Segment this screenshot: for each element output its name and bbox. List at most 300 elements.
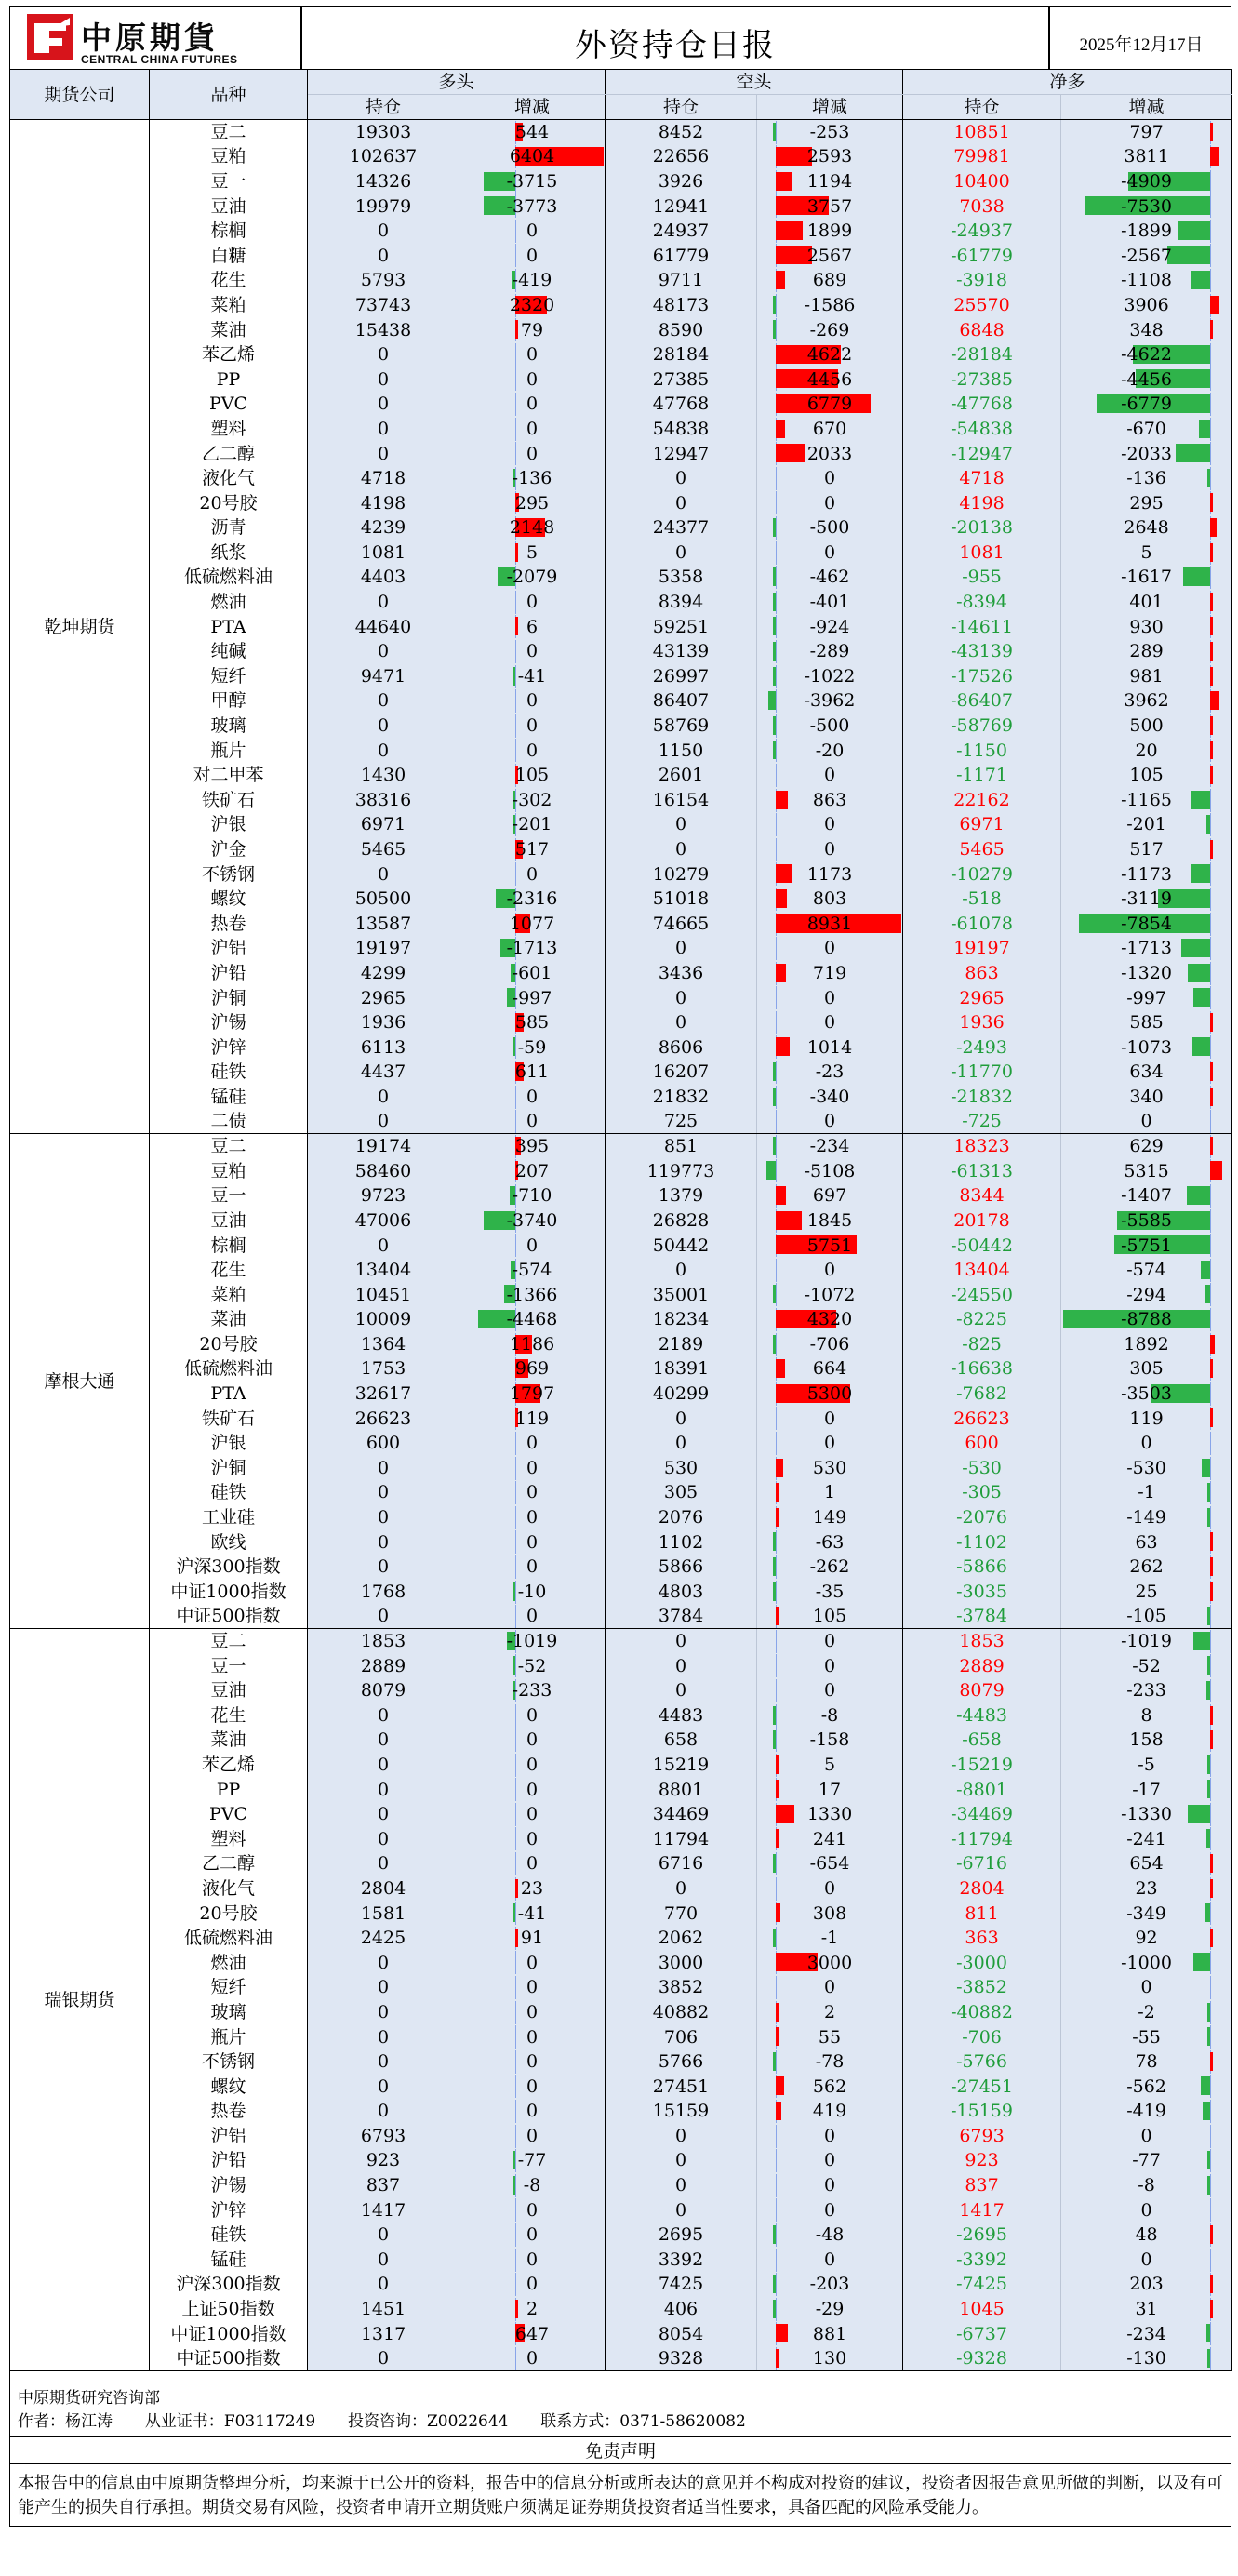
change-value: 0 xyxy=(526,1111,539,1132)
change-cell xyxy=(757,2321,903,2346)
net-position: -8225 xyxy=(903,1307,1061,1332)
short-position: 3392 xyxy=(606,2248,757,2273)
change-cell xyxy=(459,2272,606,2297)
change-value: -48 xyxy=(815,2224,845,2246)
net-position: -27451 xyxy=(903,2074,1061,2099)
increase-bar xyxy=(776,1829,779,1848)
change-cell xyxy=(1061,144,1232,169)
change-cell xyxy=(1061,268,1232,293)
change-value: -710 xyxy=(512,1185,552,1207)
change-value: 0 xyxy=(823,2175,836,2196)
short-position: 58769 xyxy=(606,714,757,739)
change-cell xyxy=(1061,1505,1232,1530)
increase-bar xyxy=(1210,642,1213,661)
change-value: -1072 xyxy=(804,1284,856,1305)
change-value: -2 xyxy=(1138,2001,1155,2022)
change-value: -5 xyxy=(1138,1754,1155,1775)
change-value: -2079 xyxy=(506,567,558,588)
change-value: -349 xyxy=(1126,1902,1166,1924)
variety-name: 20号胶 xyxy=(150,1332,308,1357)
table-row xyxy=(10,1183,1232,1208)
net-position: -8801 xyxy=(903,1777,1061,1802)
short-position: 0 xyxy=(606,2197,757,2222)
long-position: 4437 xyxy=(308,1060,459,1085)
change-cell xyxy=(1061,1258,1232,1283)
bar-zero-line xyxy=(1210,1803,1211,1826)
decrease-bar xyxy=(513,1582,515,1601)
short-position: 1102 xyxy=(606,1529,757,1555)
net-position: -2076 xyxy=(903,1505,1061,1530)
change-cell xyxy=(1061,1158,1232,1183)
change-cell xyxy=(459,688,606,714)
bar-zero-line xyxy=(776,813,777,836)
bar-zero-line xyxy=(776,1110,777,1133)
table-row xyxy=(10,763,1232,788)
short-position: 305 xyxy=(606,1480,757,1505)
report-header xyxy=(9,6,1231,69)
increase-bar xyxy=(776,1508,779,1527)
change-cell xyxy=(1061,1851,1232,1876)
bar-zero-line xyxy=(776,1654,777,1677)
short-position: 119773 xyxy=(606,1158,757,1183)
change-cell xyxy=(757,1826,903,1851)
change-value: 5315 xyxy=(1124,1160,1169,1181)
variety-name: 沪铝 xyxy=(150,936,308,961)
bar-zero-line xyxy=(776,665,777,688)
short-position: 0 xyxy=(606,1010,757,1035)
variety-name: 短纤 xyxy=(150,1975,308,2000)
table-row xyxy=(10,788,1232,813)
bar-zero-line xyxy=(776,838,777,861)
bar-zero-line xyxy=(776,1927,777,1950)
header-row-groups xyxy=(10,70,1232,95)
change-value: 0 xyxy=(526,641,539,662)
short-position: 0 xyxy=(606,2148,757,2173)
increase-bar xyxy=(1210,617,1213,635)
short-position: 28184 xyxy=(606,342,757,367)
bar-zero-line xyxy=(1210,194,1211,218)
change-value: -340 xyxy=(809,1086,850,1107)
change-cell xyxy=(757,688,903,714)
change-cell xyxy=(757,441,903,466)
variety-name: 豆油 xyxy=(150,194,308,219)
change-value: 295 xyxy=(1129,492,1164,514)
change-value: 91 xyxy=(520,1928,544,1949)
change-cell xyxy=(757,788,903,813)
short-position: 2076 xyxy=(606,1505,757,1530)
variety-name: 中证1000指数 xyxy=(150,2321,308,2346)
bar-zero-line xyxy=(776,516,777,540)
variety-name: 中证500指数 xyxy=(150,2346,308,2371)
change-value: 803 xyxy=(812,888,847,910)
table-row xyxy=(10,639,1232,664)
change-cell xyxy=(1061,1975,1232,2000)
short-position: 770 xyxy=(606,1901,757,1926)
table-row xyxy=(10,1406,1232,1431)
net-position: -3035 xyxy=(903,1580,1061,1605)
disclaimer-title: 免责声明 xyxy=(9,2436,1231,2464)
change-cell xyxy=(1061,1356,1232,1381)
change-value: 544 xyxy=(514,122,550,143)
bar-zero-line xyxy=(515,1035,516,1059)
change-cell xyxy=(1061,2049,1232,2075)
change-value: 0 xyxy=(526,220,539,242)
net-position: 13404 xyxy=(903,1258,1061,1283)
change-value: 5 xyxy=(526,541,539,563)
change-value: 517 xyxy=(1129,839,1164,861)
author-name: 杨江涛 xyxy=(65,2412,113,2431)
long-position: 1768 xyxy=(308,1580,459,1605)
bar-zero-line xyxy=(515,1581,516,1604)
bar-zero-line xyxy=(1210,566,1211,589)
change-value: 0 xyxy=(1140,2199,1152,2221)
change-cell xyxy=(757,194,903,219)
change-value: -7854 xyxy=(1121,913,1172,934)
net-position: -34469 xyxy=(903,1802,1061,1827)
net-position: 2804 xyxy=(903,1876,1061,1902)
decrease-bar xyxy=(1201,1261,1210,1279)
table-row xyxy=(10,219,1232,244)
long-position: 0 xyxy=(308,1753,459,1778)
bar-zero-line xyxy=(515,714,516,738)
short-position: 530 xyxy=(606,1456,757,1481)
decrease-bar xyxy=(1191,271,1210,289)
change-cell xyxy=(757,1876,903,1902)
change-value: 0 xyxy=(1140,2125,1152,2146)
net-position: 837 xyxy=(903,2173,1061,2198)
increase-bar xyxy=(1210,1062,1213,1081)
variety-name: 燃油 xyxy=(150,590,308,615)
long-position: 0 xyxy=(308,1233,459,1258)
positions-table xyxy=(9,69,1232,2371)
change-value: 5 xyxy=(823,1754,836,1775)
long-position: 0 xyxy=(308,639,459,664)
change-cell xyxy=(757,1282,903,1307)
change-value: 0 xyxy=(823,1260,836,1281)
decrease-bar xyxy=(1183,567,1210,586)
short-position: 8590 xyxy=(606,317,757,342)
change-value: 863 xyxy=(812,789,847,810)
long-position: 0 xyxy=(308,1826,459,1851)
change-cell xyxy=(1061,367,1232,392)
change-value: 1797 xyxy=(509,1383,555,1405)
change-value: 158 xyxy=(1129,1729,1164,1751)
increase-bar xyxy=(1210,1408,1213,1427)
net-position: 10400 xyxy=(903,169,1061,194)
change-value: 0 xyxy=(823,1408,836,1429)
change-value: 0 xyxy=(1140,1433,1152,1454)
change-value: -105 xyxy=(1126,1606,1166,1627)
bar-zero-line xyxy=(515,244,516,267)
short-position: 7425 xyxy=(606,2272,757,2297)
change-value: 2648 xyxy=(1124,517,1169,539)
table-row xyxy=(10,1158,1232,1183)
table-row xyxy=(10,120,1232,145)
change-cell xyxy=(459,2222,606,2248)
net-position: 6793 xyxy=(903,2124,1061,2149)
variety-name: 热卷 xyxy=(150,912,308,937)
change-cell xyxy=(757,144,903,169)
increase-bar xyxy=(776,1903,780,1922)
change-cell xyxy=(757,2074,903,2099)
change-cell xyxy=(1061,441,1232,466)
change-cell xyxy=(1061,1753,1232,1778)
bar-zero-line xyxy=(1210,1283,1211,1306)
change-value: 0 xyxy=(526,1556,539,1578)
change-cell xyxy=(757,565,903,590)
table-row xyxy=(10,1356,1232,1381)
long-position: 1081 xyxy=(308,541,459,566)
change-cell xyxy=(459,887,606,912)
change-cell xyxy=(1061,2148,1232,2173)
change-cell xyxy=(1061,961,1232,986)
change-cell xyxy=(459,1208,606,1234)
bar-zero-line xyxy=(515,1704,516,1728)
change-value: -997 xyxy=(1126,987,1166,1008)
net-position: -5766 xyxy=(903,2049,1061,2075)
change-cell xyxy=(459,2321,606,2346)
table-row xyxy=(10,837,1232,862)
change-cell xyxy=(459,1406,606,1431)
variety-name: 白糖 xyxy=(150,243,308,268)
change-value: -77 xyxy=(517,2150,547,2171)
long-position: 1936 xyxy=(308,1010,459,1035)
change-cell xyxy=(1061,1134,1232,1159)
change-value: 79 xyxy=(520,319,544,340)
change-value: 149 xyxy=(812,1507,847,1528)
table-row xyxy=(10,2099,1232,2124)
bar-zero-line xyxy=(1210,2025,1211,2049)
short-position: 0 xyxy=(606,1258,757,1283)
increase-bar xyxy=(1210,1854,1213,1873)
net-position: -61779 xyxy=(903,243,1061,268)
change-value: 0 xyxy=(526,1482,539,1503)
change-cell xyxy=(757,763,903,788)
bar-zero-line xyxy=(515,1902,516,1925)
table-row xyxy=(10,2222,1232,2248)
change-value: 0 xyxy=(823,1433,836,1454)
increase-bar xyxy=(776,444,805,462)
net-position: -40882 xyxy=(903,2000,1061,2025)
change-cell xyxy=(757,639,903,664)
change-value: 2 xyxy=(526,2299,539,2320)
bar-zero-line xyxy=(776,2198,777,2222)
variety-name: 沪铅 xyxy=(150,961,308,986)
change-cell xyxy=(459,1431,606,1456)
change-cell xyxy=(459,1728,606,1753)
change-value: 0 xyxy=(526,1754,539,1775)
change-cell xyxy=(459,1629,606,1654)
change-value: -1713 xyxy=(506,938,558,959)
variety-name: 工业硅 xyxy=(150,1505,308,1530)
bar-zero-line xyxy=(515,1506,516,1529)
variety-name: 上证50指数 xyxy=(150,2297,308,2322)
table-row xyxy=(10,144,1232,169)
bar-zero-line xyxy=(1210,1902,1211,1925)
bar-zero-line xyxy=(1210,170,1211,194)
change-cell xyxy=(459,1950,606,1975)
variety-name: 20号胶 xyxy=(150,1901,308,1926)
table-row xyxy=(10,2272,1232,2297)
long-position: 0 xyxy=(308,1555,459,1580)
net-position: -61078 xyxy=(903,912,1061,937)
decrease-bar xyxy=(1207,1755,1210,1774)
increase-bar xyxy=(776,2102,781,2120)
change-cell xyxy=(757,1901,903,1926)
change-value: 0 xyxy=(526,1457,539,1478)
short-position: 3852 xyxy=(606,1975,757,2000)
change-cell xyxy=(459,639,606,664)
contact-label: 联系方式： xyxy=(540,2412,620,2431)
change-value: 0 xyxy=(526,1531,539,1553)
table-row xyxy=(10,664,1232,689)
bar-zero-line xyxy=(515,1754,516,1777)
bar-zero-line xyxy=(515,2050,516,2074)
long-position: 6113 xyxy=(308,1034,459,1060)
long-position: 0 xyxy=(308,342,459,367)
change-cell xyxy=(1061,2248,1232,2273)
increase-bar xyxy=(776,221,803,240)
table-row xyxy=(10,169,1232,194)
net-position: 2965 xyxy=(903,985,1061,1010)
short-position: 74665 xyxy=(606,912,757,937)
long-position: 0 xyxy=(308,738,459,763)
variety-name: 沥青 xyxy=(150,515,308,541)
change-value: 1 xyxy=(823,1482,836,1503)
change-cell xyxy=(757,2099,903,2124)
change-value: -35 xyxy=(815,1581,845,1602)
change-value: 1330 xyxy=(806,1804,853,1825)
net-position: -3918 xyxy=(903,268,1061,293)
change-cell xyxy=(757,2297,903,2322)
table-row xyxy=(10,1802,1232,1827)
long-position: 0 xyxy=(308,688,459,714)
change-value: 0 xyxy=(526,394,539,415)
change-cell xyxy=(757,1381,903,1407)
change-cell xyxy=(459,144,606,169)
bar-zero-line xyxy=(1210,2249,1211,2272)
change-value: -17 xyxy=(1132,1779,1161,1800)
change-cell xyxy=(459,1109,606,1134)
change-value: 401 xyxy=(1129,592,1164,613)
change-value: -41 xyxy=(517,1902,547,1924)
change-cell xyxy=(459,2173,606,2198)
variety-name: 纯碱 xyxy=(150,639,308,664)
bar-zero-line xyxy=(515,2001,516,2024)
change-value: 0 xyxy=(526,1507,539,1528)
change-value: -233 xyxy=(512,1680,552,1702)
change-cell xyxy=(757,219,903,244)
bar-zero-line xyxy=(1210,2198,1211,2222)
increase-bar xyxy=(1210,1161,1222,1180)
net-position: -6716 xyxy=(903,1851,1061,1876)
change-cell xyxy=(459,763,606,788)
change-value: 0 xyxy=(823,1111,836,1132)
net-position: -12947 xyxy=(903,441,1061,466)
increase-bar xyxy=(1210,123,1213,141)
bar-zero-line xyxy=(776,1086,777,1109)
decrease-bar xyxy=(1193,1632,1210,1650)
change-value: 5751 xyxy=(806,1235,853,1256)
change-value: 6 xyxy=(526,616,539,637)
change-cell xyxy=(459,837,606,862)
variety-name: PVC xyxy=(150,1802,308,1827)
change-cell xyxy=(1061,812,1232,837)
table-row xyxy=(10,2297,1232,2322)
net-position: 5465 xyxy=(903,837,1061,862)
change-value: 0 xyxy=(526,344,539,366)
short-position: 0 xyxy=(606,1431,757,1456)
change-cell xyxy=(757,1653,903,1678)
short-position: 0 xyxy=(606,1653,757,1678)
long-position: 0 xyxy=(308,590,459,615)
net-position: 4198 xyxy=(903,490,1061,515)
decrease-bar xyxy=(773,1285,776,1303)
decrease-bar xyxy=(1207,1780,1210,1798)
bar-zero-line xyxy=(776,1630,777,1653)
change-value: 1892 xyxy=(1124,1333,1169,1355)
bar-zero-line xyxy=(515,1234,516,1257)
change-cell xyxy=(459,169,606,194)
change-value: -1073 xyxy=(1121,1036,1172,1058)
net-position: -17526 xyxy=(903,664,1061,689)
decrease-bar xyxy=(1203,2102,1210,2120)
bar-zero-line xyxy=(515,2198,516,2222)
change-cell xyxy=(1061,1653,1232,1678)
variety-name: 菜油 xyxy=(150,317,308,342)
table-row xyxy=(10,1282,1232,1307)
change-cell xyxy=(1061,1876,1232,1902)
net-position: -706 xyxy=(903,2024,1061,2049)
change-cell xyxy=(1061,1950,1232,1975)
increase-bar xyxy=(515,543,518,562)
decrease-bar xyxy=(773,1854,776,1873)
table-row xyxy=(10,293,1232,318)
bar-zero-line xyxy=(1210,888,1211,911)
bar-zero-line xyxy=(776,121,777,144)
decrease-bar xyxy=(1207,2349,1210,2368)
change-cell xyxy=(1061,1307,1232,1332)
change-value: -1165 xyxy=(1121,789,1172,810)
net-position: -20138 xyxy=(903,515,1061,541)
change-value: 105 xyxy=(514,765,550,786)
change-value: 78 xyxy=(1135,2051,1158,2073)
net-position: 923 xyxy=(903,2148,1061,2173)
short-position: 9711 xyxy=(606,268,757,293)
net-position: 1853 xyxy=(903,1629,1061,1654)
variety-name: 低硫燃料油 xyxy=(150,565,308,590)
long-position: 4403 xyxy=(308,565,459,590)
change-cell xyxy=(757,985,903,1010)
bar-zero-line xyxy=(776,2249,777,2272)
change-cell xyxy=(459,1356,606,1381)
change-cell xyxy=(1061,565,1232,590)
table-row xyxy=(10,1134,1232,1159)
long-position: 102637 xyxy=(308,144,459,169)
table-row xyxy=(10,194,1232,219)
decrease-bar xyxy=(773,716,776,735)
change-value: 4320 xyxy=(806,1309,853,1330)
net-position: -86407 xyxy=(903,688,1061,714)
net-position: -4483 xyxy=(903,1703,1061,1728)
change-value: 0 xyxy=(823,987,836,1008)
change-value: -78 xyxy=(815,2051,845,2073)
bar-zero-line xyxy=(1210,442,1211,465)
change-value: 981 xyxy=(1129,665,1164,687)
change-cell xyxy=(1061,1703,1232,1728)
long-position: 2425 xyxy=(308,1926,459,1951)
table-row xyxy=(10,590,1232,615)
